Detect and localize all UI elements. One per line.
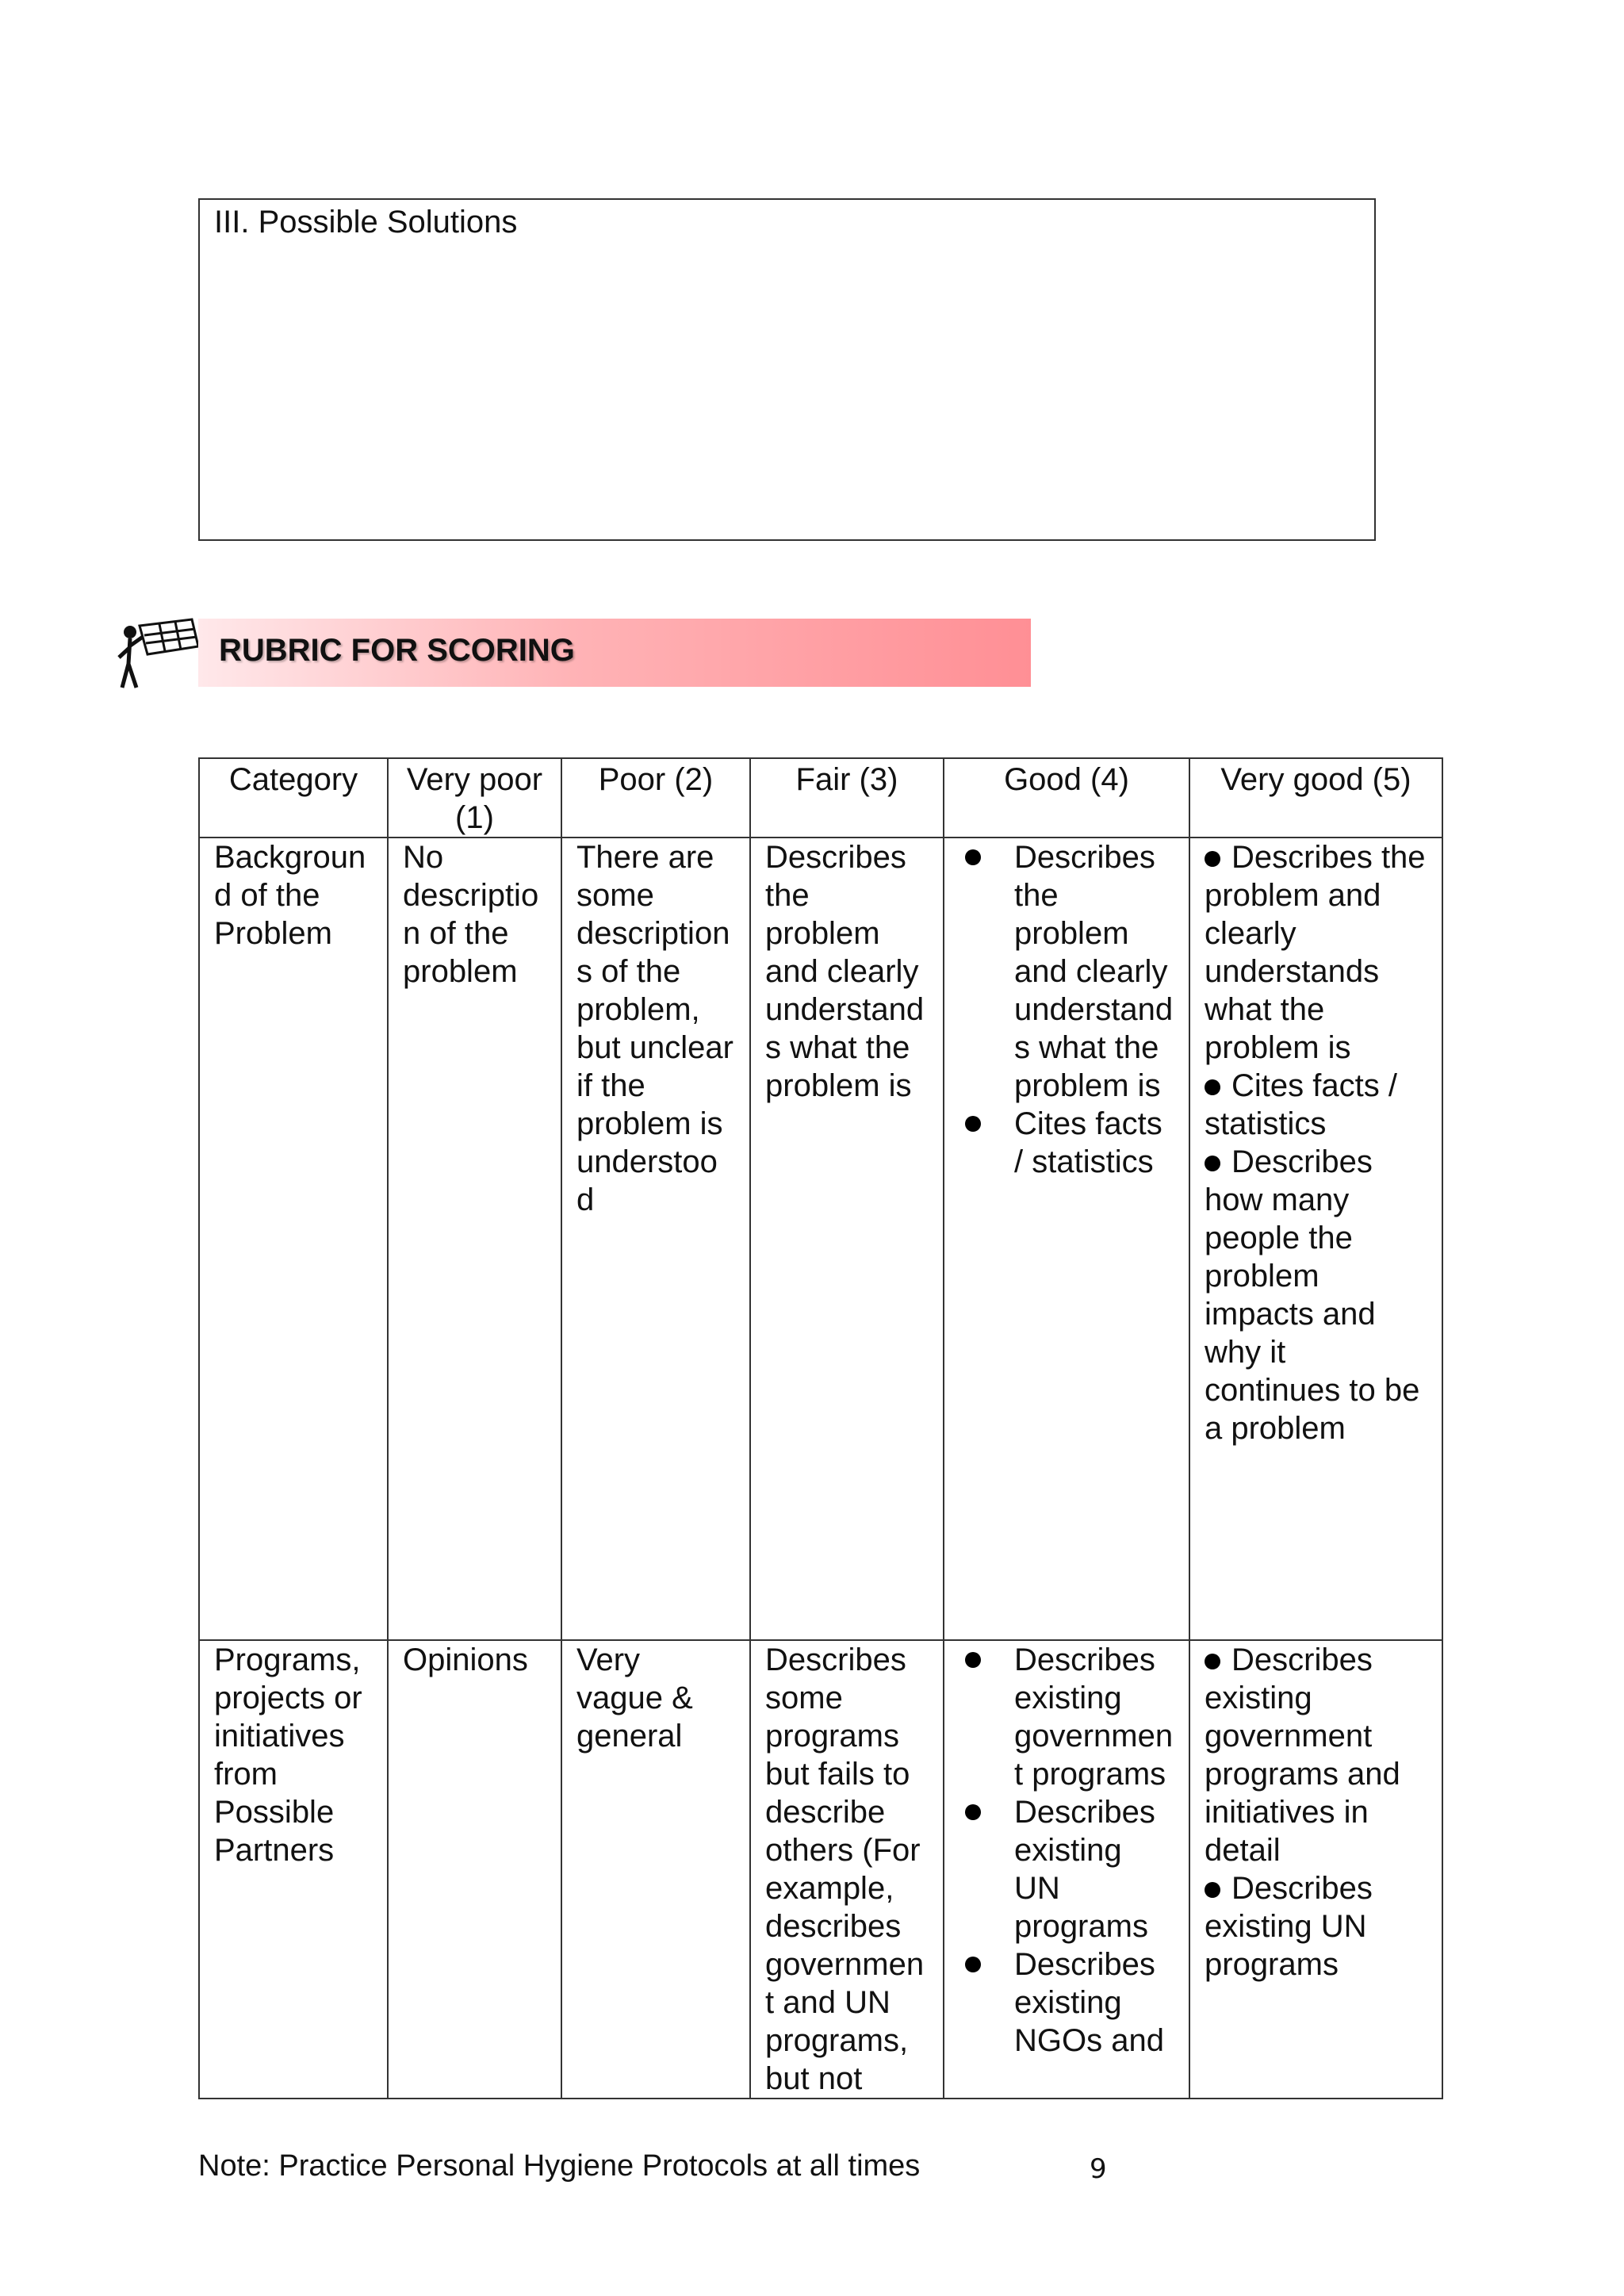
- list-item: Describes the problem and clearly understands what the problem is: [959, 838, 1174, 1105]
- good-cell: [944, 838, 1189, 1640]
- rubric-table: [198, 757, 1443, 2099]
- table-row: [199, 838, 1442, 1640]
- very-good-cell: [1189, 1640, 1442, 2099]
- footer-note: Note: Practice Personal Hygiene Protocols at all times: [198, 2149, 921, 2183]
- category-cell: Background of the Problem: [199, 838, 388, 1640]
- list-item-text: Describes how many people the problem impacts and why it continues to be a problem: [1205, 1144, 1420, 1446]
- list-item-text: Describes existing UN programs: [1205, 1871, 1373, 1982]
- list-item: Cites facts / statistics: [959, 1105, 1174, 1181]
- header-fair: Fair (3): [750, 758, 944, 838]
- table-row: [199, 1640, 1442, 2099]
- fair-cell: Describes some programs but fails to describe others (For example, describes government and UN programs, but not: [750, 1640, 944, 2099]
- possible-solutions-title: III. Possible Solutions: [214, 205, 518, 240]
- poor-cell: Very vague & general: [561, 1640, 750, 2099]
- poor-cell: There are some descriptions of the problem, but unclear if the problem is understood: [561, 838, 750, 1640]
- bullet-icon: [1205, 1654, 1220, 1669]
- list-item-text: Describes the problem and clearly understands what the problem is: [1205, 840, 1426, 1065]
- list-item-text: Describes existing government programs and initiatives in detail: [1205, 1642, 1400, 1868]
- list-item: Describes existing UN programs: [959, 1793, 1174, 1945]
- rubric-heading-banner: [198, 619, 1031, 687]
- header-poor: Poor (2): [561, 758, 750, 838]
- list-item: Describes existing government programs: [959, 1641, 1174, 1793]
- list-item: [1205, 1143, 1427, 1447]
- bullet-icon: [1205, 1156, 1220, 1171]
- header-good: Good (4): [944, 758, 1189, 838]
- list-item: [1205, 1067, 1427, 1143]
- very-poor-cell: Opinions: [388, 1640, 561, 2099]
- header-category: Category: [199, 758, 388, 838]
- list-item: Describes existing NGOs and: [959, 1945, 1174, 2060]
- page-number: 9: [1090, 2153, 1107, 2185]
- rubric-clipboard-icon: [116, 615, 201, 691]
- header-very-poor: Very poor (1): [388, 758, 561, 838]
- possible-solutions-box: [198, 198, 1376, 541]
- list-item: [1205, 1869, 1427, 1984]
- bullet-icon: [1205, 1882, 1220, 1898]
- good-cell: [944, 1640, 1189, 2099]
- rubric-heading: RUBRIC FOR SCORING: [219, 633, 575, 668]
- list-item: [1205, 838, 1427, 1067]
- fair-cell: Describes the problem and clearly understands what the problem is: [750, 838, 944, 1640]
- header-very-good: Very good (5): [1189, 758, 1442, 838]
- bullet-icon: [1205, 851, 1220, 867]
- very-poor-cell: No description of the problem: [388, 838, 561, 1640]
- list-item-text: Cites facts / statistics: [1205, 1068, 1397, 1141]
- rubric-header-row: [199, 758, 1442, 838]
- bullet-icon: [1205, 1079, 1220, 1095]
- very-good-cell: [1189, 838, 1442, 1640]
- category-cell: Programs, projects or initiatives from Possible Partners: [199, 1640, 388, 2099]
- list-item: [1205, 1641, 1427, 1869]
